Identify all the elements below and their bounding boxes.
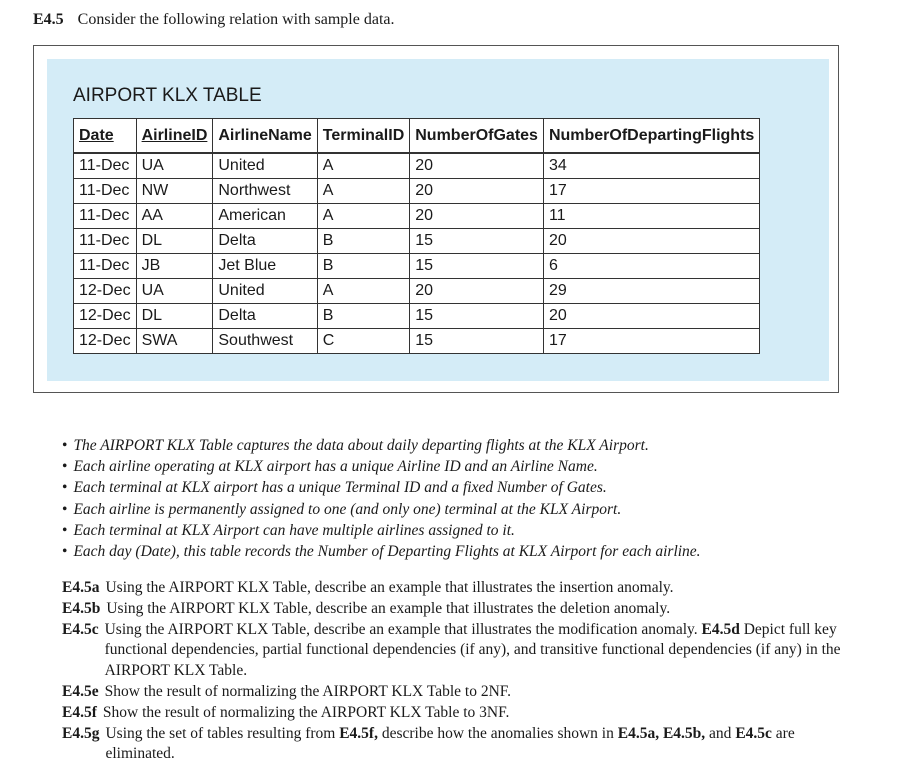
exercise-item-text: Show the result of normalizing the AIRPORT KLX Table to 2NF.	[104, 682, 512, 700]
cell-date: 11-Dec	[74, 204, 137, 229]
exercise-item-label: E4.5b	[62, 599, 101, 617]
col-number-of-departing-flights: NumberOfDepartingFlights	[543, 119, 759, 154]
exercise-item-text: Using the AIRPORT KLX Table, describe an example that illustrates the insertion anomaly.	[105, 579, 674, 596]
exercise-item	[62, 578, 852, 599]
col-airline-id: AirlineID	[136, 119, 213, 154]
cell-number-of-gates: 15	[410, 304, 544, 329]
exercise-item-label: E4.5g	[62, 724, 100, 742]
cell-terminal-id: B	[317, 254, 410, 279]
cell-airline-name: Delta	[213, 304, 317, 329]
cell-airline-name: United	[213, 279, 317, 304]
header-row	[74, 119, 760, 154]
table-title: AIRPORT KLX TABLE	[73, 85, 262, 106]
exercise-item	[62, 703, 852, 724]
assumption-item: • The AIRPORT KLX Table captures the data about daily departing flights at the KLX Airport.	[62, 435, 701, 456]
table-row	[74, 254, 760, 279]
cell-airline-id: UA	[136, 153, 213, 179]
cell-date: 12-Dec	[74, 329, 137, 354]
table-row	[74, 229, 760, 254]
exercise-d-label: E4.5d	[701, 620, 740, 638]
cell-number-of-departing-flights: 11	[543, 204, 759, 229]
exercise-c-text: Using the AIRPORT KLX Table, describe an example that illustrates the modification anomaly.	[104, 620, 698, 638]
cell-terminal-id: B	[317, 304, 410, 329]
cell-number-of-gates: 15	[410, 254, 544, 279]
exercise-g-text-c: and	[709, 724, 732, 742]
cell-number-of-gates: 15	[410, 329, 544, 354]
cell-airline-id: JB	[136, 254, 213, 279]
cell-terminal-id: A	[317, 153, 410, 179]
cell-number-of-departing-flights: 20	[543, 304, 759, 329]
exercise-item-label: E4.5f	[62, 703, 97, 721]
cell-number-of-departing-flights: 29	[543, 279, 759, 304]
exercise-item-label: E4.5a	[62, 579, 100, 596]
cell-airline-id: SWA	[136, 329, 213, 354]
cell-number-of-gates: 20	[410, 179, 544, 204]
cell-terminal-id: A	[317, 279, 410, 304]
exercise-g-text-b: describe how the anomalies shown in	[381, 724, 614, 742]
exercise-label: E4.5	[33, 11, 64, 28]
table-row	[74, 329, 760, 354]
exercise-item-text: Using the AIRPORT KLX Table, describe an example that illustrates the deletion anomaly.	[106, 599, 671, 617]
exercise-d-text: Depict full key functional dependencies, partial functional dependencies (if any), and transitive functional dependencies (if any) in the AIRPORT KLX Table.	[104, 620, 841, 680]
cell-terminal-id: C	[317, 329, 410, 354]
table-row	[74, 179, 760, 204]
exercise-g-ref-abc: E4.5a, E4.5b,	[617, 724, 706, 742]
col-date: Date	[74, 119, 137, 154]
cell-date: 11-Dec	[74, 179, 137, 204]
table-figure	[33, 45, 839, 393]
cell-airline-id: NW	[136, 179, 213, 204]
cell-terminal-id: A	[317, 179, 410, 204]
cell-airline-name: Jet Blue	[213, 254, 317, 279]
assumption-item: • Each day (Date), this table records the Number of Departing Flights at KLX Airport for each airline.	[62, 541, 701, 562]
cell-date: 11-Dec	[74, 254, 137, 279]
cell-number-of-departing-flights: 6	[543, 254, 759, 279]
exercise-item	[62, 599, 852, 620]
exercise-item	[62, 724, 852, 766]
assumption-item: • Each airline operating at KLX airport has a unique Airline ID and an Airline Name.	[62, 456, 701, 477]
cell-airline-name: United	[213, 153, 317, 179]
exercise-item-text: Show the result of normalizing the AIRPORT KLX Table to 3NF.	[102, 703, 510, 721]
cell-airline-id: AA	[136, 204, 213, 229]
exercise-g-ref-f: E4.5f,	[339, 724, 378, 742]
cell-number-of-gates: 20	[410, 204, 544, 229]
exercise-item-label: E4.5e	[62, 682, 99, 700]
table-row	[74, 153, 760, 179]
table-row	[74, 304, 760, 329]
table-row	[74, 204, 760, 229]
airport-klx-table	[73, 118, 760, 354]
exercise-heading	[33, 11, 395, 29]
cell-number-of-departing-flights: 34	[543, 153, 759, 179]
cell-number-of-departing-flights: 17	[543, 329, 759, 354]
exercise-item	[62, 620, 852, 682]
cell-date: 11-Dec	[74, 229, 137, 254]
exercise-intro: Consider the following relation with sample data.	[77, 11, 395, 28]
cell-airline-id: DL	[136, 304, 213, 329]
assumptions-list	[62, 435, 701, 562]
cell-date: 11-Dec	[74, 153, 137, 179]
cell-terminal-id: A	[317, 204, 410, 229]
cell-airline-id: UA	[136, 279, 213, 304]
assumption-item: • Each terminal at KLX Airport can have multiple airlines assigned to it.	[62, 520, 701, 541]
cell-number-of-gates: 20	[410, 153, 544, 179]
exercise-g-text-a: Using the set of tables resulting from	[105, 724, 336, 742]
cell-number-of-gates: 20	[410, 279, 544, 304]
cell-airline-id: DL	[136, 229, 213, 254]
cell-airline-name: Northwest	[213, 179, 317, 204]
exercise-item	[62, 682, 852, 703]
exercise-list	[62, 578, 852, 765]
exercise-item-text	[105, 620, 852, 682]
cell-airline-name: Delta	[213, 229, 317, 254]
assumption-item: • Each terminal at KLX airport has a unique Terminal ID and a fixed Number of Gates.	[62, 477, 701, 498]
cell-date: 12-Dec	[74, 279, 137, 304]
cell-number-of-departing-flights: 17	[543, 179, 759, 204]
table-panel	[47, 59, 829, 381]
exercise-g-ref-c: E4.5c	[735, 724, 772, 742]
cell-terminal-id: B	[317, 229, 410, 254]
col-terminal-id: TerminalID	[317, 119, 410, 154]
col-number-of-gates: NumberOfGates	[410, 119, 544, 154]
cell-number-of-gates: 15	[410, 229, 544, 254]
cell-date: 12-Dec	[74, 304, 137, 329]
cell-airline-name: Southwest	[213, 329, 317, 354]
col-airline-name: AirlineName	[213, 119, 317, 154]
cell-number-of-departing-flights: 20	[543, 229, 759, 254]
cell-airline-name: American	[213, 204, 317, 229]
exercise-item-label: E4.5c	[62, 620, 99, 638]
assumption-item: • Each airline is permanently assigned to one (and only one) terminal at the KLX Airport.	[62, 499, 701, 520]
exercise-g-text-d: are eliminated.	[105, 724, 795, 763]
exercise-item-text	[105, 724, 852, 766]
table-row	[74, 279, 760, 304]
